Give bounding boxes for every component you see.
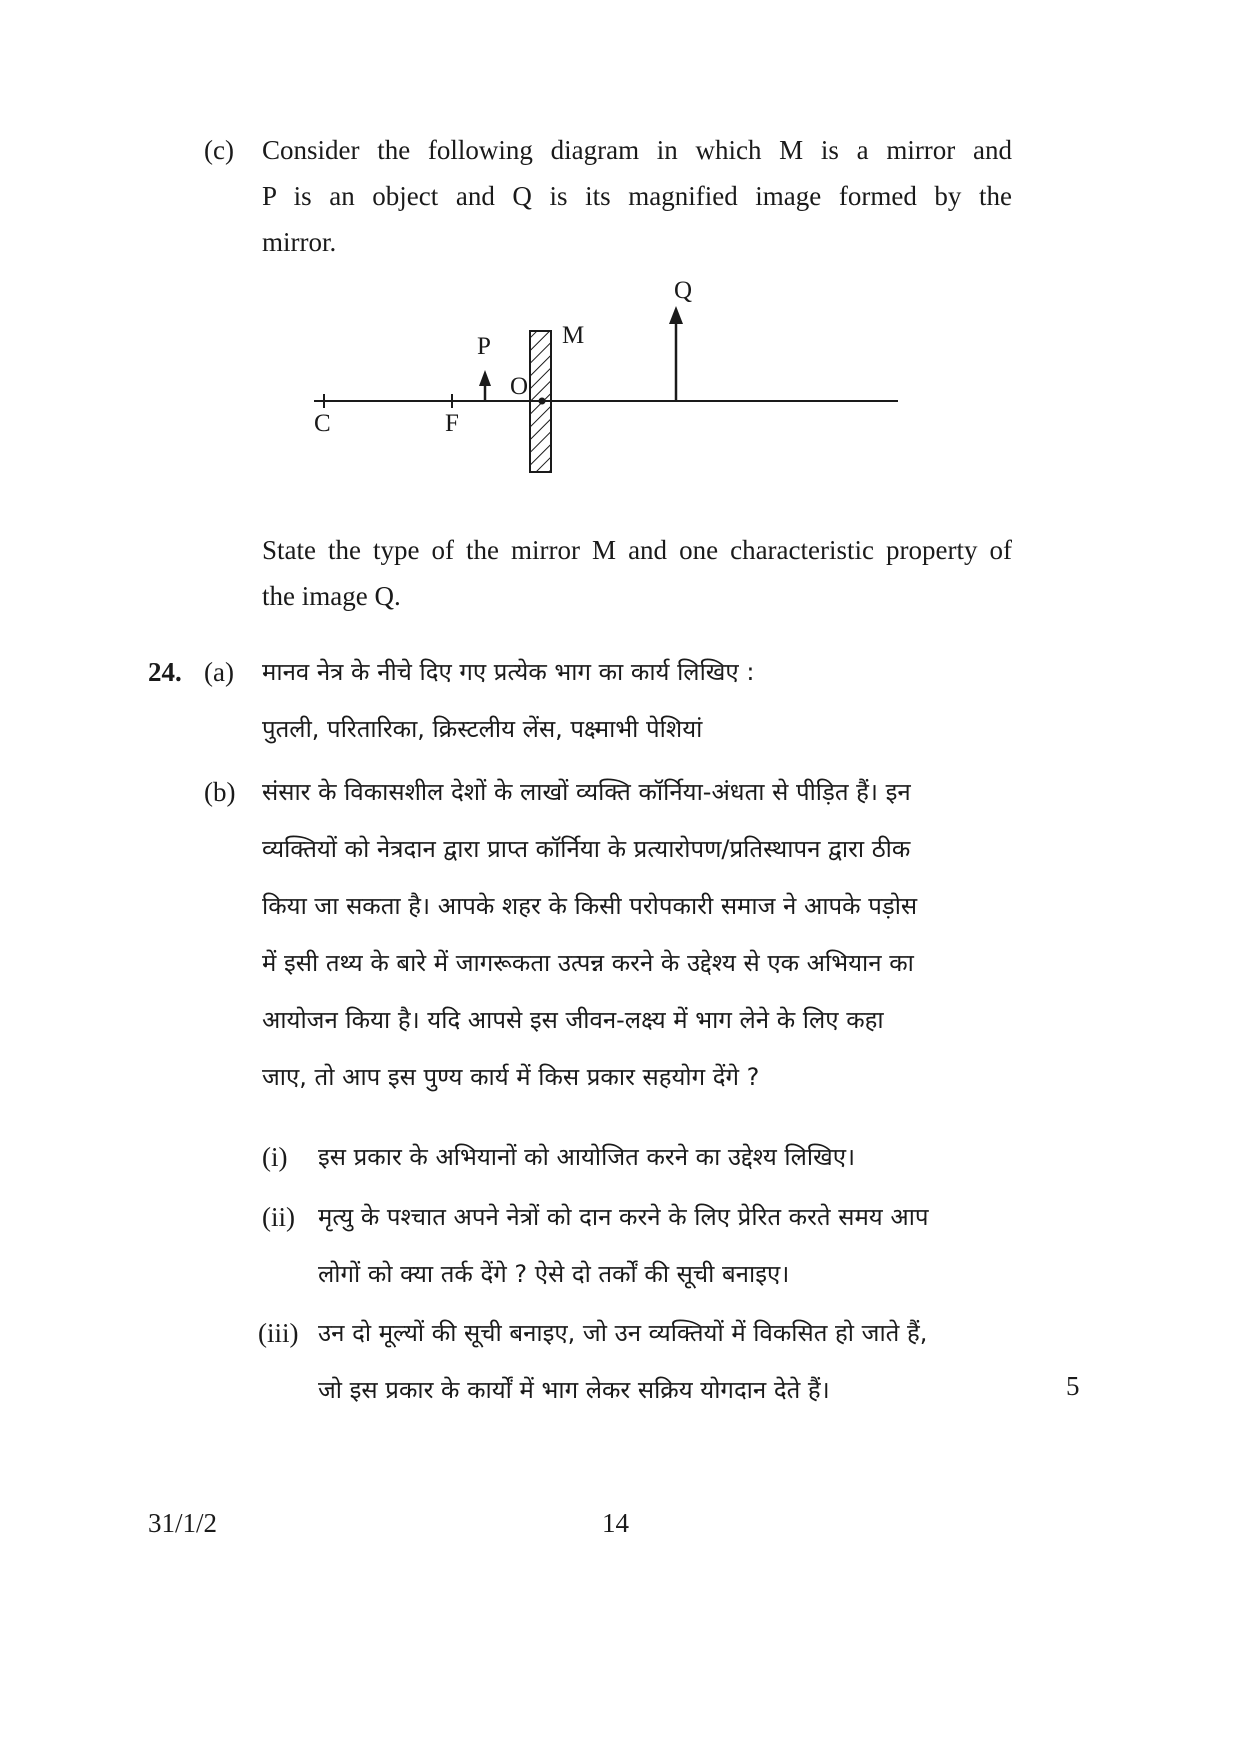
part-c-question (262, 527, 1012, 619)
q24-b-iii-line-2: जो इस प्रकार के कार्यों में भाग लेकर सक्रिय योगदान देते हैं। (318, 1376, 830, 1404)
part-c-text (262, 127, 1012, 265)
part-c-line-3: mirror. (262, 227, 337, 257)
part-c-label: (c) (204, 135, 234, 165)
label-f: F (445, 410, 459, 437)
marks: 5 (1066, 1371, 1080, 1401)
q24-b-iii-line-1: उन दो मूल्यों की सूची बनाइए, जो उन व्यक्तियों में विकसित हो जाते हैं, (318, 1319, 928, 1347)
part-c-question-line-1: State the type of the mirror M and one characteristic property of (262, 535, 1012, 565)
q24-b-i-text (318, 1129, 855, 1186)
q24-b-ii-line-2: लोगों को क्या तर्क देंगे ? ऐसे दो तर्कों की सूची बनाइए। (318, 1260, 790, 1288)
question-number-24: 24. (148, 657, 182, 687)
image-q-arrowhead (669, 306, 683, 324)
part-c-question-line-2: the image Q. (262, 581, 401, 611)
q24-a-line-2: पुतली, परितारिका, क्रिस्टलीय लेंस, पक्ष्माभी पेशियां (262, 715, 703, 743)
pole-o-dot (539, 398, 546, 405)
footer-code: 31/1/2 (148, 1508, 218, 1538)
part-c-line-1: Consider the following diagram in which M is a mirror and (262, 135, 1012, 165)
part-c-line-2: P is an object and Q is its magnified image formed by the (262, 181, 1012, 211)
q24-b-line-2: व्यक्तियों को नेत्रदान द्वारा प्राप्त कॉर्निया के प्रत्यारोपण/प्रतिस्थापन द्वारा ठीक (262, 835, 911, 863)
q24-a-text (262, 644, 754, 758)
label-p: P (477, 333, 491, 360)
object-p-arrowhead (479, 370, 491, 386)
q24-b-iii-text (318, 1305, 927, 1419)
q24-a-line-1: मानव नेत्र के नीचे दिए गए प्रत्येक भाग का कार्य लिखिए : (262, 658, 755, 686)
q24-b-i-line-1: इस प्रकार के अभियानों को आयोजित करने का उद्देश्य लिखिए। (318, 1143, 856, 1171)
q24-b-i-label: (i) (262, 1142, 288, 1172)
q24-b-line-1: संसार के विकासशील देशों के लाखों व्यक्ति कॉर्निया-अंधता से पीड़ित हैं। इन (262, 778, 911, 806)
mirror-diagram (300, 278, 920, 490)
q24-b-ii-text (318, 1189, 929, 1303)
label-c: C (314, 410, 331, 437)
q24-b-ii-line-1: मृत्यु के पश्चात अपने नेत्रों को दान करने के लिए प्रेरित करते समय आप (318, 1203, 929, 1231)
q24-b-label: (b) (204, 777, 236, 807)
q24-b-text (262, 764, 917, 1106)
label-m: M (562, 322, 585, 349)
q24-b-iii-label: (iii) (258, 1318, 299, 1348)
q24-b-line-6: जाए, तो आप इस पुण्य कार्य में किस प्रकार सहयोग देंगे ? (262, 1063, 760, 1091)
q24-b-ii-label: (ii) (262, 1202, 295, 1232)
label-o: O (510, 373, 529, 400)
q24-b-line-4: में इसी तथ्य के बारे में जागरूकता उत्पन्न करने के उद्देश्य से एक अभियान का (262, 949, 914, 977)
q24-b-line-5: आयोजन किया है। यदि आपसे इस जीवन-लक्ष्य में भाग लेने के लिए कहा (262, 1006, 884, 1034)
label-q: Q (674, 278, 693, 304)
q24-b-line-3: किया जा सकता है। आपके शहर के किसी परोपकारी समाज ने आपके पड़ोस (262, 892, 918, 920)
page-number: 14 (602, 1508, 629, 1538)
q24-a-label: (a) (204, 657, 234, 687)
